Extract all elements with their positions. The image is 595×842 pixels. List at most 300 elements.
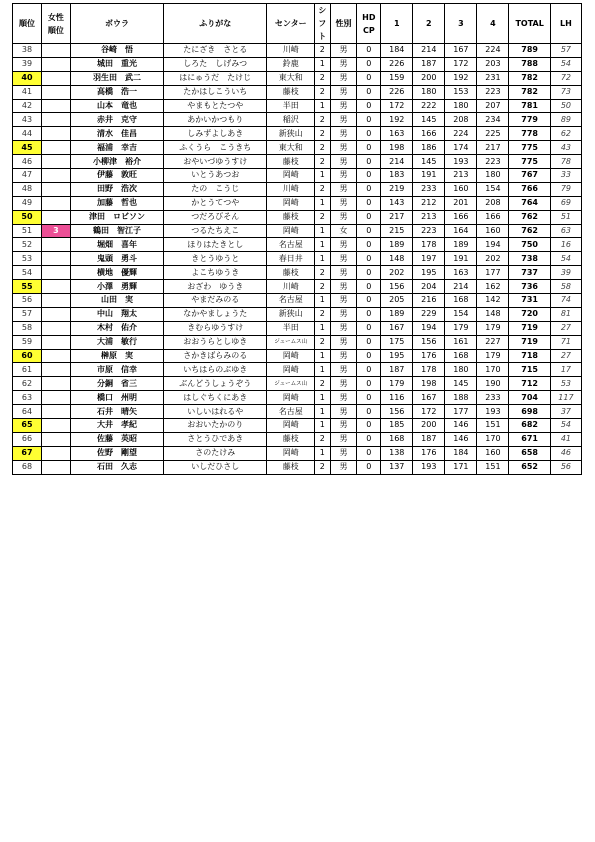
game2-score-cell: 233 <box>413 182 445 196</box>
game1-score-cell: 189 <box>381 307 413 321</box>
female-rank-cell <box>41 169 70 183</box>
sex-cell: 男 <box>330 405 357 419</box>
game2-score-cell: 178 <box>413 238 445 252</box>
female-rank-cell <box>41 294 70 308</box>
game1-score-cell: 226 <box>381 57 413 71</box>
lh-cell: 58 <box>550 280 581 294</box>
shift-header-3: ト <box>318 32 327 41</box>
hdcp-cell: 0 <box>357 391 381 405</box>
center-cell: 岡崎 <box>267 363 315 377</box>
game4-score-cell: 194 <box>477 238 509 252</box>
rank-cell: 43 <box>13 113 42 127</box>
game2-score-cell: 213 <box>413 210 445 224</box>
total-cell: 782 <box>509 71 550 85</box>
hdcp-cell: 0 <box>357 321 381 335</box>
center-cell: 名古屋 <box>267 405 315 419</box>
bowler-name-cell: 市原 信幸 <box>70 363 163 377</box>
game2-score-cell: 193 <box>413 460 445 474</box>
total-cell: 775 <box>509 141 550 155</box>
lh-cell: 51 <box>550 210 581 224</box>
header-row <box>13 4 582 44</box>
lh-cell: 69 <box>550 196 581 210</box>
bowler-name-cell: 福浦 幸吉 <box>70 141 163 155</box>
total-cell: 781 <box>509 99 550 113</box>
center-cell: 半田 <box>267 321 315 335</box>
total-cell: 718 <box>509 349 550 363</box>
total-cell: 778 <box>509 127 550 141</box>
hdcp-cell: 0 <box>357 196 381 210</box>
lh-cell: 17 <box>550 363 581 377</box>
shift-cell: 2 <box>315 280 331 294</box>
shift-cell: 2 <box>315 141 331 155</box>
center-cell: 新狭山 <box>267 127 315 141</box>
game3-score-cell: 145 <box>445 377 477 391</box>
furigana-cell: はしぐちくにあき <box>164 391 267 405</box>
game3-score-cell: 184 <box>445 446 477 460</box>
game4-score-cell: 234 <box>477 113 509 127</box>
sex-cell: 男 <box>330 210 357 224</box>
rank-cell: 38 <box>13 44 42 58</box>
game4-score-cell: 148 <box>477 307 509 321</box>
sex-cell: 男 <box>330 71 357 85</box>
bowler-name-cell: 大井 孝紀 <box>70 419 163 433</box>
game4-score-cell: 170 <box>477 432 509 446</box>
hdcp-cell: 0 <box>357 335 381 349</box>
table-row <box>13 44 582 58</box>
total-cell: 719 <box>509 335 550 349</box>
total-cell: 782 <box>509 85 550 99</box>
lh-cell: 16 <box>550 238 581 252</box>
female-rank-cell <box>41 432 70 446</box>
hdcp-cell: 0 <box>357 141 381 155</box>
game1-score-cell: 159 <box>381 71 413 85</box>
center-cell: 春日井 <box>267 252 315 266</box>
game2-score-cell: 222 <box>413 99 445 113</box>
sex-cell: 男 <box>330 266 357 280</box>
furigana-cell: つだろびそん <box>164 210 267 224</box>
table-row <box>13 419 582 433</box>
hdcp-cell: 0 <box>357 252 381 266</box>
game4-score-cell: 223 <box>477 155 509 169</box>
sex-cell: 女 <box>330 224 357 238</box>
hdcp-cell: 0 <box>357 169 381 183</box>
table-row <box>13 391 582 405</box>
lh-cell: 78 <box>550 155 581 169</box>
center-cell: 東大和 <box>267 71 315 85</box>
total-cell: 789 <box>509 44 550 58</box>
furigana-cell: しろた しげみつ <box>164 57 267 71</box>
sex-cell: 男 <box>330 432 357 446</box>
game3-score-cell: 163 <box>445 266 477 280</box>
game1-header: 1 <box>381 4 413 44</box>
game3-score-cell: 191 <box>445 252 477 266</box>
game3-score-cell: 188 <box>445 391 477 405</box>
sex-cell: 男 <box>330 349 357 363</box>
table-row <box>13 377 582 391</box>
lh-cell: 37 <box>550 405 581 419</box>
game2-score-cell: 180 <box>413 85 445 99</box>
sex-header: 性別 <box>330 4 357 44</box>
game2-score-cell: 172 <box>413 405 445 419</box>
table-row <box>13 335 582 349</box>
total-cell: 736 <box>509 280 550 294</box>
female-rank-cell <box>41 127 70 141</box>
total-cell: 737 <box>509 266 550 280</box>
hdcp-cell: 0 <box>357 71 381 85</box>
lh-cell: 39 <box>550 266 581 280</box>
center-header: センター <box>267 4 315 44</box>
table-header <box>13 4 582 44</box>
center-cell: 岡崎 <box>267 224 315 238</box>
bowler-name-cell: 城田 重光 <box>70 57 163 71</box>
shift-header <box>315 4 331 44</box>
female-rank-cell <box>41 363 70 377</box>
bowler-name-cell: 小柳津 裕介 <box>70 155 163 169</box>
shift-cell: 2 <box>315 127 331 141</box>
game2-score-cell: 145 <box>413 155 445 169</box>
total-cell: 779 <box>509 113 550 127</box>
table-row <box>13 307 582 321</box>
hdcp-cell: 0 <box>357 99 381 113</box>
rank-cell: 55 <box>13 280 42 294</box>
game3-score-cell: 161 <box>445 335 477 349</box>
table-row <box>13 169 582 183</box>
game3-score-cell: 172 <box>445 57 477 71</box>
table-row <box>13 57 582 71</box>
game1-score-cell: 183 <box>381 169 413 183</box>
sex-cell: 男 <box>330 238 357 252</box>
game2-score-cell: 166 <box>413 127 445 141</box>
game1-score-cell: 214 <box>381 155 413 169</box>
game2-score-cell: 197 <box>413 252 445 266</box>
bowler-name-cell: 伊藤 敦旺 <box>70 169 163 183</box>
game1-score-cell: 189 <box>381 238 413 252</box>
bowler-name-cell: 鬼頭 勇斗 <box>70 252 163 266</box>
game1-score-cell: 192 <box>381 113 413 127</box>
total-header: TOTAL <box>509 4 550 44</box>
furigana-cell: いしいはれるや <box>164 405 267 419</box>
sex-cell: 男 <box>330 57 357 71</box>
furigana-cell: きとうゆうと <box>164 252 267 266</box>
female-rank-header-line1: 女性 <box>47 12 64 22</box>
game2-score-cell: 229 <box>413 307 445 321</box>
table-row <box>13 127 582 141</box>
total-cell: 750 <box>509 238 550 252</box>
hdcp-header-2: CP <box>362 25 375 35</box>
game1-score-cell: 195 <box>381 349 413 363</box>
sex-cell: 男 <box>330 363 357 377</box>
female-rank-header <box>41 4 70 44</box>
game3-score-cell: 146 <box>445 419 477 433</box>
lh-cell: 33 <box>550 169 581 183</box>
table-row <box>13 294 582 308</box>
sex-cell: 男 <box>330 85 357 99</box>
shift-cell: 2 <box>315 432 331 446</box>
furigana-cell: たの こうじ <box>164 182 267 196</box>
game2-score-cell: 186 <box>413 141 445 155</box>
furigana-cell: さかきばらみのる <box>164 349 267 363</box>
table-row <box>13 85 582 99</box>
game4-score-cell: 227 <box>477 335 509 349</box>
female-rank-cell <box>41 85 70 99</box>
game1-score-cell: 156 <box>381 405 413 419</box>
game4-score-cell: 179 <box>477 321 509 335</box>
game1-score-cell: 217 <box>381 210 413 224</box>
shift-cell: 2 <box>315 182 331 196</box>
shift-cell: 1 <box>315 294 331 308</box>
table-row <box>13 432 582 446</box>
table-row <box>13 252 582 266</box>
female-rank-cell <box>41 196 70 210</box>
bowler-name-cell: 山田 実 <box>70 294 163 308</box>
sex-cell: 男 <box>330 252 357 266</box>
female-rank-cell <box>41 335 70 349</box>
rank-cell: 49 <box>13 196 42 210</box>
bowler-name-cell: 赤井 克守 <box>70 113 163 127</box>
shift-cell: 2 <box>315 307 331 321</box>
game4-header: 4 <box>477 4 509 44</box>
game1-score-cell: 172 <box>381 99 413 113</box>
furigana-cell: きむらゆうすけ <box>164 321 267 335</box>
rank-cell: 50 <box>13 210 42 224</box>
lh-cell: 27 <box>550 321 581 335</box>
sex-cell: 男 <box>330 335 357 349</box>
total-cell: 738 <box>509 252 550 266</box>
center-cell: 藤枝 <box>267 210 315 224</box>
female-rank-cell <box>41 460 70 474</box>
hdcp-cell: 0 <box>357 127 381 141</box>
hdcp-cell: 0 <box>357 280 381 294</box>
shift-cell: 1 <box>315 252 331 266</box>
table-row <box>13 196 582 210</box>
table-row <box>13 349 582 363</box>
bowler-name-cell: 中山 翔太 <box>70 307 163 321</box>
hdcp-cell: 0 <box>357 294 381 308</box>
game3-score-cell: 160 <box>445 182 477 196</box>
shift-cell: 1 <box>315 363 331 377</box>
game2-score-cell: 204 <box>413 280 445 294</box>
table-row <box>13 113 582 127</box>
furigana-cell: はにゅうだ たけじ <box>164 71 267 85</box>
center-cell: 東大和 <box>267 141 315 155</box>
game4-score-cell: 179 <box>477 349 509 363</box>
female-rank-cell <box>41 155 70 169</box>
center-cell: 鈴鹿 <box>267 57 315 71</box>
center-cell: ジュームス山 <box>267 335 315 349</box>
bowler-name-cell: 横地 優輝 <box>70 266 163 280</box>
lh-cell: 117 <box>550 391 581 405</box>
female-rank-cell <box>41 71 70 85</box>
game2-score-cell: 195 <box>413 266 445 280</box>
game1-score-cell: 168 <box>381 432 413 446</box>
bowler-name-cell: 木村 佑介 <box>70 321 163 335</box>
game2-score-cell: 176 <box>413 446 445 460</box>
sex-cell: 男 <box>330 182 357 196</box>
bowler-name-cell: 堀畑 喜年 <box>70 238 163 252</box>
hdcp-cell: 0 <box>357 266 381 280</box>
hdcp-header-1: HD <box>362 12 376 22</box>
center-cell: 岡崎 <box>267 391 315 405</box>
game4-score-cell: 225 <box>477 127 509 141</box>
results-table <box>12 3 582 475</box>
game1-score-cell: 138 <box>381 446 413 460</box>
furigana-cell: あかいかつもり <box>164 113 267 127</box>
table-row <box>13 182 582 196</box>
game2-score-cell: 214 <box>413 44 445 58</box>
game3-score-cell: 174 <box>445 141 477 155</box>
shift-cell: 1 <box>315 446 331 460</box>
rank-cell: 42 <box>13 99 42 113</box>
game2-score-cell: 178 <box>413 363 445 377</box>
lh-cell: 73 <box>550 85 581 99</box>
game1-score-cell: 215 <box>381 224 413 238</box>
game3-score-cell: 168 <box>445 294 477 308</box>
hdcp-cell: 0 <box>357 85 381 99</box>
female-rank-cell <box>41 321 70 335</box>
bowler-name-cell: 分銅 省三 <box>70 377 163 391</box>
total-cell: 767 <box>509 169 550 183</box>
hdcp-cell: 0 <box>357 405 381 419</box>
shift-cell: 1 <box>315 238 331 252</box>
sex-cell: 男 <box>330 113 357 127</box>
game1-score-cell: 184 <box>381 44 413 58</box>
game4-score-cell: 180 <box>477 169 509 183</box>
game1-score-cell: 205 <box>381 294 413 308</box>
shift-cell: 1 <box>315 196 331 210</box>
table-row <box>13 405 582 419</box>
game2-score-cell: 187 <box>413 432 445 446</box>
game4-score-cell: 142 <box>477 294 509 308</box>
game1-score-cell: 185 <box>381 419 413 433</box>
game4-score-cell: 151 <box>477 460 509 474</box>
furigana-cell: おざわ ゆうき <box>164 280 267 294</box>
hdcp-cell: 0 <box>357 377 381 391</box>
game3-score-cell: 167 <box>445 44 477 58</box>
furigana-cell: いちはらのぶゆき <box>164 363 267 377</box>
game1-score-cell: 167 <box>381 321 413 335</box>
table-row <box>13 210 582 224</box>
center-cell: 新狭山 <box>267 307 315 321</box>
shift-cell: 1 <box>315 321 331 335</box>
game4-score-cell: 203 <box>477 57 509 71</box>
hdcp-cell: 0 <box>357 224 381 238</box>
furigana-cell: いしだひさし <box>164 460 267 474</box>
sex-cell: 男 <box>330 307 357 321</box>
hdcp-cell: 0 <box>357 238 381 252</box>
shift-cell: 1 <box>315 391 331 405</box>
lh-cell: 79 <box>550 182 581 196</box>
furigana-header: ふりがな <box>164 4 267 44</box>
game1-score-cell: 179 <box>381 377 413 391</box>
lh-cell: 43 <box>550 141 581 155</box>
game4-score-cell: 177 <box>477 266 509 280</box>
lh-cell: 54 <box>550 57 581 71</box>
female-rank-cell <box>41 280 70 294</box>
lh-cell: 53 <box>550 377 581 391</box>
rank-cell: 47 <box>13 169 42 183</box>
center-cell: 稲沢 <box>267 113 315 127</box>
female-rank-header-line2: 順位 <box>47 25 64 35</box>
female-rank-cell <box>41 377 70 391</box>
game2-score-cell: 223 <box>413 224 445 238</box>
bowler-header: ボウラ <box>70 4 163 44</box>
rank-cell: 48 <box>13 182 42 196</box>
game4-score-cell: 193 <box>477 405 509 419</box>
lh-cell: 81 <box>550 307 581 321</box>
game4-score-cell: 217 <box>477 141 509 155</box>
bowler-name-cell: 鶴田 智江子 <box>70 224 163 238</box>
center-cell: 藤枝 <box>267 460 315 474</box>
lh-cell: 72 <box>550 71 581 85</box>
hdcp-cell: 0 <box>357 155 381 169</box>
furigana-cell: ほりはたきとし <box>164 238 267 252</box>
game3-score-cell: 189 <box>445 238 477 252</box>
game3-score-cell: 166 <box>445 210 477 224</box>
center-cell: 藤枝 <box>267 432 315 446</box>
furigana-cell: さのたけみ <box>164 446 267 460</box>
game2-score-cell: 187 <box>413 57 445 71</box>
lh-cell: 54 <box>550 252 581 266</box>
game3-score-cell: 192 <box>445 71 477 85</box>
rank-cell: 59 <box>13 335 42 349</box>
bowler-name-cell: 加藤 哲也 <box>70 196 163 210</box>
hdcp-cell: 0 <box>357 432 381 446</box>
shift-cell: 2 <box>315 335 331 349</box>
hdcp-cell: 0 <box>357 460 381 474</box>
game4-score-cell: 207 <box>477 99 509 113</box>
center-cell: 川崎 <box>267 280 315 294</box>
rank-cell: 62 <box>13 377 42 391</box>
sex-cell: 男 <box>330 44 357 58</box>
game3-score-cell: 164 <box>445 224 477 238</box>
rank-cell: 54 <box>13 266 42 280</box>
table-row <box>13 446 582 460</box>
shift-cell: 1 <box>315 349 331 363</box>
female-rank-cell <box>41 391 70 405</box>
shift-cell: 1 <box>315 405 331 419</box>
game2-score-cell: 176 <box>413 349 445 363</box>
table-row <box>13 141 582 155</box>
table-row <box>13 155 582 169</box>
game2-score-cell: 145 <box>413 113 445 127</box>
total-cell: 775 <box>509 155 550 169</box>
furigana-cell: ぶんどうしょうぞう <box>164 377 267 391</box>
shift-cell: 2 <box>315 377 331 391</box>
bowler-name-cell: 榊原 実 <box>70 349 163 363</box>
hdcp-cell: 0 <box>357 363 381 377</box>
table-row <box>13 363 582 377</box>
game4-score-cell: 170 <box>477 363 509 377</box>
sex-cell: 男 <box>330 196 357 210</box>
game3-score-cell: 201 <box>445 196 477 210</box>
bowler-name-cell: 谷崎 悟 <box>70 44 163 58</box>
shift-header-2: フ <box>318 19 327 28</box>
shift-cell: 2 <box>315 71 331 85</box>
female-rank-cell <box>41 182 70 196</box>
center-cell: 岡崎 <box>267 349 315 363</box>
bowler-name-cell: 高橋 浩一 <box>70 85 163 99</box>
rank-cell: 63 <box>13 391 42 405</box>
hdcp-header <box>357 4 381 44</box>
table-row <box>13 280 582 294</box>
game1-score-cell: 156 <box>381 280 413 294</box>
lh-cell: 74 <box>550 294 581 308</box>
game2-header: 2 <box>413 4 445 44</box>
female-rank-cell <box>41 307 70 321</box>
hdcp-cell: 0 <box>357 446 381 460</box>
game2-score-cell: 194 <box>413 321 445 335</box>
game3-score-cell: 214 <box>445 280 477 294</box>
